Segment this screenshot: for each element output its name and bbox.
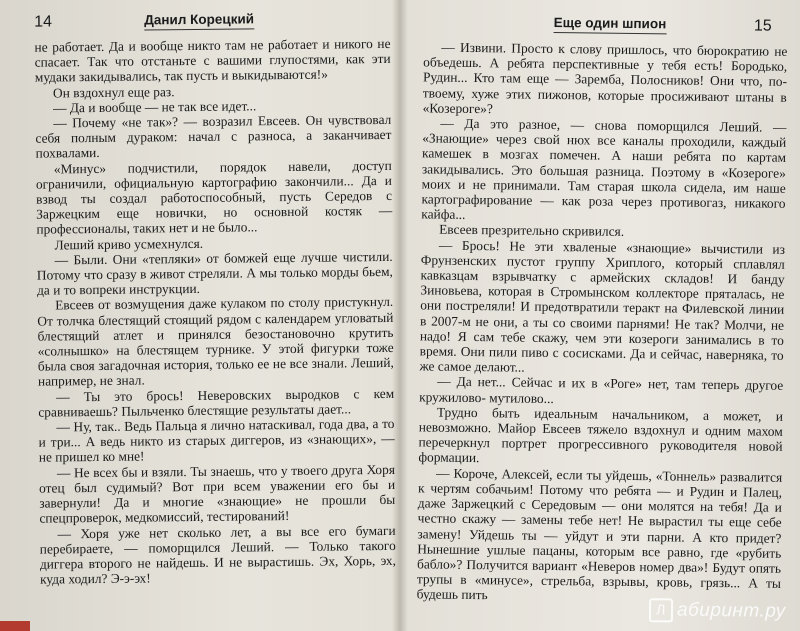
paragraph: «Минус» подчистили, порядок навели, доступ ограничили, официальную картографию закончили... Да и взвод ты создал работоспособный, пусть Середов с Заржецким еще новички, но основной костяк — профессионалы, таких нет и не было...	[35, 157, 393, 238]
paragraph: — Были. Они «тепляки» от бомжей еще лучше чистили. Потому что сразу в живот стреляли. А мы только морды бьем, да и то вопреки инструкции.	[36, 248, 393, 298]
paragraph: — Брось! Не эти хваленые «знающие» вычистили из Фрунзенских пустот группу Хриплого, который сплавлял кавказцам взрывчатку с армейских складов! И банду Зиновьева, которая в Стромынском коллекторе пряталась, не они постреляли! И предотвратили теракт на Филевской линии в 2007-м не они, а ты со своими парнями! Не так? Молчи, не надо! Я сам тебе скажу, чем эти козероги занимались в то время. Они пили пиво с сосисками. Да и сейчас, наверняка, то же самое делают...	[419, 237, 786, 375]
paragraph: не работает. Да и вообще никто там не работает и никого не спасает. Так что отстаньте с вашими глупостями, как эти мудаки закидывались, так пусть и выкидываются!»	[34, 35, 391, 86]
paragraph: — Ты это брось! Неверовских выродков с кем сравниваешь? Пыльченко блестящие результаты дает...	[38, 385, 395, 420]
paragraph: — Извини. Просто к слову пришлось, что бюрократию не объедешь. А ребята перспективные у тебя есть! Бородько, Рудин... Кто там еще — Заремба, Полосников! Они что, по-твоему, хуже этих пижонов, которые просиживают штаны в «Козероге»?	[422, 39, 788, 117]
left-page-number: 14	[34, 13, 53, 31]
paragraph: Он вздохнул еще раз.	[52, 83, 175, 101]
right-page	[392, 0, 800, 631]
book-edge	[0, 621, 30, 631]
paragraph: — Да нет... Сейчас и их в «Роге» нет, там теперь другое кружилово- мутилово...	[419, 374, 784, 406]
paragraph: — Почему «не так»? — возразил Евсеев. Он чувствовал себя полным дураком: начал с разноса, а заканчивает похвалами.	[35, 111, 392, 162]
right-page-number: 15	[753, 17, 772, 35]
paragraph: — Да и вообще — не так все идет...	[53, 98, 257, 116]
paragraph: — Короче, Алексей, если ты уйдешь, «Тоннель» развалится к чертям собачьим! Потому что ребята — и Рудин и Палец, даже Заржецкий с Середовым — они молятся на тебя! Да и честно скажу — замены тебе нет! Не вырастил ты еще себе замену! Уйдешь ты — уйдут и эти парни. А кто придет? Нынешние ушлые пацаны, которым все равно, где «рубить бабло»? Получится вариант «Неверов номер два»! Будут опять трупы в «минусе», стрельба, взрывы, кровь, грязь... А ты будешь пить	[416, 465, 783, 603]
labirint-watermark	[649, 598, 786, 624]
watermark-text: абиринт.ру	[677, 599, 787, 622]
paragraph: Трудно быть идеальным начальником, а может, и невозможно. Майор Евсеев тяжело вздохнул и одним махом перечеркнул портрет прогрессивного руководителя новой формации.	[418, 404, 784, 466]
paragraph: — Не всех бы и взяли. Ты знаешь, что у твоего друга Хоря отец был судимый? Вот при всем уважении его бы и завернули! Да и многие «знающие» не прошли бы спецпроверок, медкомиссий, тестирований!	[39, 461, 396, 526]
paragraph: — Хоря уже нет сколько лет, а вы все его бумаги перебираете, — поморщился Леший. — Только такого диггера второго не найдешь. И не вырастишь. Эх, Хорь, эх, куда ходил? Э-э-эх!	[39, 522, 396, 587]
paragraph: Евсеев от возмущения даже кулаком по столу пристукнул. От толчка блестящий стоящий рядом с календарем угловатый блестящий атлет и принялся безостановочно крутить «солнышко» на блестящем турнике. У этой фигурки тоже была своя загадочная история, только ее не все знали. Леший, например, не знал.	[37, 294, 394, 390]
labirint-logo-icon: Л	[649, 598, 673, 622]
paragraph: Леший криво усмехнулся.	[54, 235, 204, 253]
left-page-header	[34, 10, 390, 40]
paragraph: — Ну, так.. Ведь Пальца я лично натаскивал, года два, а то и три... А ведь никто из старых диггеров, из «знающих», — не пришел ко мне!	[38, 415, 395, 466]
left-running-title: Данил Корецкий	[144, 11, 254, 30]
right-running-title: Еще один шпион	[554, 15, 667, 34]
left-page-text	[34, 36, 396, 587]
paragraph: — Да это разное, — снова поморщился Леший. — «Знающие» через свой нюх все каналы проходили, каждый камешек в мозгах помечен. А наши ребята по картам закидывались. Это большая разница. Поэтому в «Козероге» моих и не принимали. Там старая школа сидела, им наше картографирование — как роза через противогаз, никакого кайфа...	[421, 115, 787, 223]
right-page-header	[423, 13, 787, 43]
paragraph: Евсеев презрительно скривился.	[439, 222, 625, 240]
right-page-text	[417, 39, 788, 606]
